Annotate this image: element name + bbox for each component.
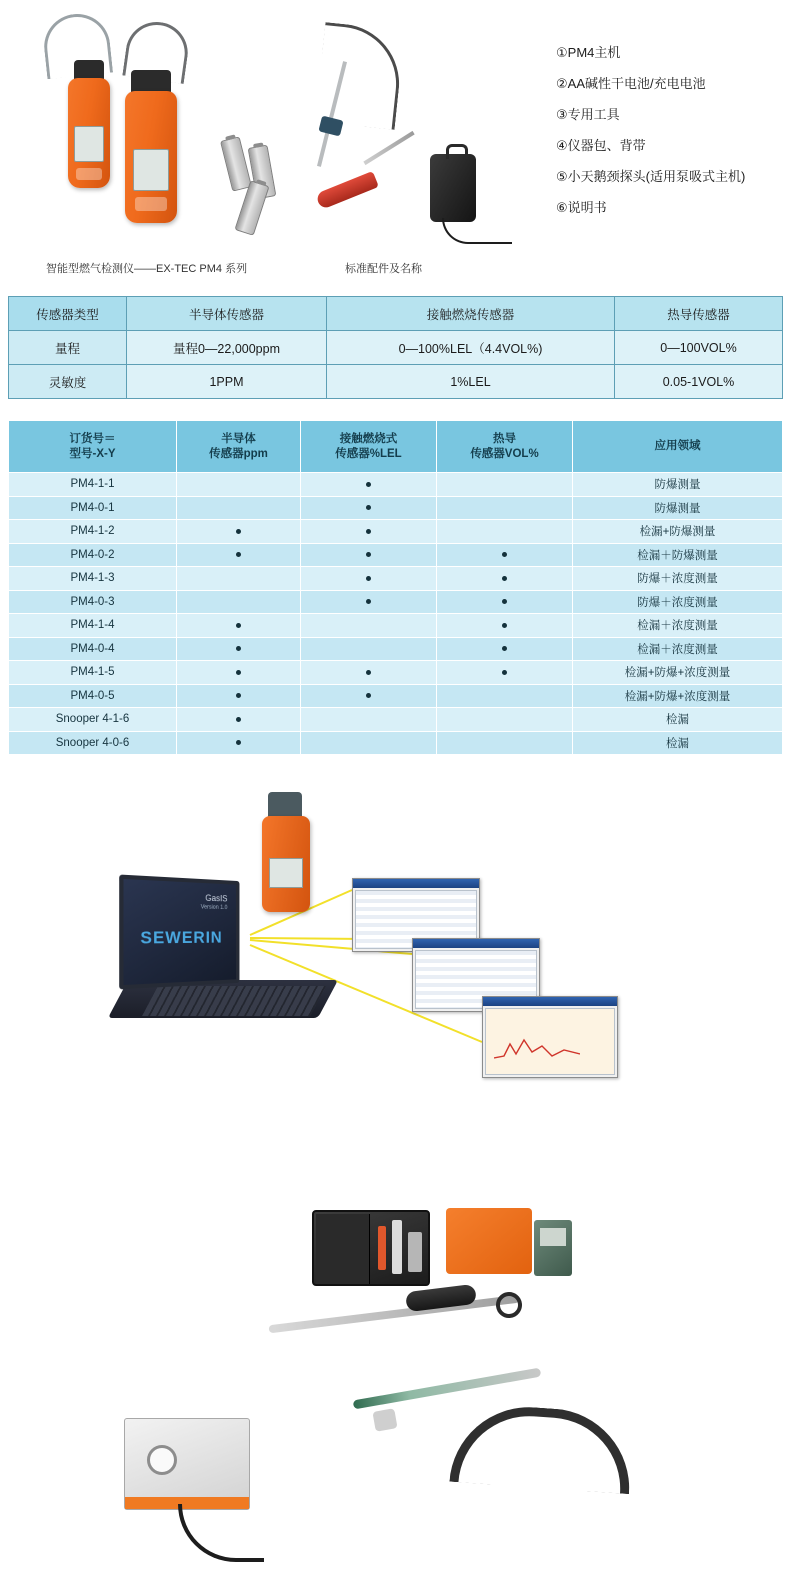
table-row [9, 473, 783, 497]
matrix-cell-semiconductor [177, 496, 301, 520]
matrix-cell-thermal [437, 661, 573, 685]
legend-item: ③专用工具 [556, 107, 620, 122]
matrix-cell-semiconductor [177, 731, 301, 755]
matrix-cell-semiconductor [177, 520, 301, 544]
gas-detector-device-2 [125, 91, 177, 223]
matrix-cell-model: PM4-0-5 [9, 684, 177, 708]
matrix-cell-catalytic [301, 684, 437, 708]
table-row [9, 365, 783, 399]
matrix-header-catalytic [301, 421, 437, 473]
window-content [485, 1008, 615, 1075]
matrix-header-line: 传感器VOL% [470, 447, 539, 460]
matrix-cell-application: 防爆＋浓度测量 [573, 590, 783, 614]
matrix-cell-semiconductor [177, 473, 301, 497]
green-accessory-module [534, 1220, 572, 1276]
matrix-cell-application: 检漏 [573, 731, 783, 755]
table-header-row [9, 297, 783, 331]
case-lid [316, 1214, 370, 1284]
case-item-cylinder [378, 1226, 386, 1270]
matrix-cell-semiconductor [177, 590, 301, 614]
matrix-cell-model: PM4-0-1 [9, 496, 177, 520]
probe-ring [495, 1291, 524, 1320]
matrix-header-line: 型号-X-Y [69, 447, 116, 460]
matrix-header-line: 应用领域 [654, 440, 701, 452]
caption-product-name: 智能型燃气检测仪——EX-TEC PM4 系列 [46, 263, 248, 275]
spec-cell: 量程0—22,000ppm [127, 331, 327, 365]
matrix-cell-semiconductor [177, 567, 301, 591]
window-titlebar [353, 879, 479, 888]
matrix-cell-model: Snooper 4-0-6 [9, 731, 177, 755]
bar-hole-probe [268, 1295, 519, 1334]
matrix-header-order-no [9, 421, 177, 473]
carpet-probe-tip [372, 1408, 397, 1432]
legend-item: ①PM4主机 [556, 45, 621, 60]
matrix-cell-application: 检漏+防爆+浓度测量 [573, 661, 783, 685]
matrix-cell-application: 防爆测量 [573, 473, 783, 497]
carrying-bag [430, 154, 476, 222]
matrix-cell-application: 检漏＋浓度测量 [573, 637, 783, 661]
matrix-cell-thermal [437, 684, 573, 708]
screwdriver-handle [315, 171, 379, 210]
matrix-cell-application: 检漏+防爆测量 [573, 520, 783, 544]
dot-marker-icon [366, 552, 371, 557]
table-row [9, 567, 783, 591]
screwdriver-shaft [363, 131, 414, 165]
spec-cell: 0.05-1VOL% [615, 365, 783, 399]
spec-row-label: 量程 [9, 331, 127, 365]
bag-strap-cable [442, 218, 512, 244]
product-photo [30, 6, 530, 256]
aa-battery-1 [220, 136, 252, 191]
matrix-cell-catalytic [301, 637, 437, 661]
detector-software-display [269, 858, 303, 888]
window-titlebar [483, 997, 617, 1006]
matrix-cell-model: Snooper 4-1-6 [9, 708, 177, 732]
matrix-cell-catalytic [301, 520, 437, 544]
matrix-header-line: 传感器ppm [209, 447, 268, 460]
dot-marker-icon [236, 693, 241, 698]
table-row [9, 331, 783, 365]
spec-cell: 0—100VOL% [615, 331, 783, 365]
matrix-header-thermal [437, 421, 573, 473]
sensor-specs-section [8, 296, 782, 399]
case-item-regulator [408, 1232, 422, 1272]
table-row [9, 731, 783, 755]
dot-marker-icon [366, 599, 371, 604]
matrix-cell-thermal [437, 708, 573, 732]
matrix-cell-semiconductor [177, 661, 301, 685]
legend-item: ④仪器包、背带 [556, 138, 646, 153]
matrix-cell-catalytic [301, 496, 437, 520]
spec-header-cell: 传感器类型 [9, 297, 127, 331]
pump-hose-cable [178, 1504, 264, 1562]
window-titlebar [413, 939, 539, 948]
spec-cell: 1%LEL [327, 365, 615, 399]
dot-marker-icon [366, 482, 371, 487]
dot-marker-icon [366, 576, 371, 581]
flexible-hose-probe [449, 1402, 634, 1494]
matrix-cell-catalytic [301, 567, 437, 591]
dot-marker-icon [502, 670, 507, 675]
matrix-cell-thermal [437, 496, 573, 520]
detector-2-keypad [135, 197, 167, 211]
spec-cell: 1PPM [127, 365, 327, 399]
dot-marker-icon [366, 505, 371, 510]
matrix-cell-catalytic [301, 590, 437, 614]
matrix-cell-model: PM4-0-4 [9, 637, 177, 661]
test-pump-unit [124, 1418, 250, 1510]
matrix-cell-semiconductor [177, 637, 301, 661]
laptop-screen [119, 875, 239, 990]
dot-marker-icon [366, 529, 371, 534]
matrix-cell-semiconductor [177, 708, 301, 732]
dot-marker-icon [502, 623, 507, 628]
matrix-cell-catalytic [301, 661, 437, 685]
software-window-3-chart[interactable] [482, 996, 618, 1078]
table-row [9, 661, 783, 685]
accessories-photo-section [0, 1160, 790, 1578]
table-row [9, 496, 783, 520]
legend-item: ②AA碱性干电池/充电电池 [556, 76, 706, 91]
gas-detector-device-1 [68, 78, 110, 188]
dot-marker-icon [502, 552, 507, 557]
caption-accessories: 标准配件及名称 [345, 263, 422, 275]
dot-marker-icon [236, 552, 241, 557]
matrix-body [9, 473, 783, 755]
dot-marker-icon [502, 576, 507, 581]
dot-marker-icon [236, 623, 241, 628]
software-illustration-section [0, 790, 790, 1150]
matrix-cell-application: 检漏＋浓度测量 [573, 614, 783, 638]
table-row [9, 543, 783, 567]
table-row [9, 708, 783, 732]
spec-cell: 0—100%LEL（4.4VOL%) [327, 331, 615, 365]
matrix-cell-model: PM4-0-2 [9, 543, 177, 567]
spec-header-cell: 接触燃烧传感器 [327, 297, 615, 331]
gas-detector-device-software [262, 816, 310, 912]
matrix-cell-semiconductor [177, 543, 301, 567]
matrix-header-line: 半导体 [221, 432, 256, 445]
calibration-kit-case [312, 1210, 430, 1286]
matrix-cell-model: PM4-0-3 [9, 590, 177, 614]
dot-marker-icon [502, 599, 507, 604]
matrix-cell-application: 防爆测量 [573, 496, 783, 520]
table-row [9, 590, 783, 614]
matrix-cell-catalytic [301, 473, 437, 497]
matrix-cell-catalytic [301, 543, 437, 567]
matrix-cell-catalytic [301, 708, 437, 732]
matrix-cell-thermal [437, 473, 573, 497]
table-row [9, 520, 783, 544]
matrix-cell-model: PM4-1-2 [9, 520, 177, 544]
table-row [9, 684, 783, 708]
matrix-cell-application: 检漏＋防爆测量 [573, 543, 783, 567]
laptop-keyboard [142, 986, 326, 1016]
matrix-cell-thermal [437, 731, 573, 755]
sensor-specs-table [8, 296, 783, 399]
matrix-cell-semiconductor [177, 684, 301, 708]
matrix-cell-catalytic [301, 731, 437, 755]
detector-1-keypad [76, 168, 102, 180]
dot-marker-icon [236, 670, 241, 675]
matrix-cell-thermal [437, 520, 573, 544]
matrix-header-line: 热导 [493, 432, 516, 445]
legend-item: ⑤小天鹅颈探头(适用泵吸式主机) [556, 169, 746, 184]
table-row [9, 637, 783, 661]
product-overview-section [0, 0, 790, 282]
dot-marker-icon [366, 670, 371, 675]
matrix-cell-model: PM4-1-3 [9, 567, 177, 591]
model-matrix-section [8, 420, 782, 755]
matrix-cell-application: 检漏 [573, 708, 783, 732]
measurement-chart [494, 1034, 580, 1064]
matrix-cell-thermal [437, 543, 573, 567]
matrix-cell-catalytic [301, 614, 437, 638]
orange-accessory-box [446, 1208, 532, 1274]
software-version: Version 1.0 [200, 904, 228, 911]
matrix-header-line: 订货号＝ [69, 432, 116, 445]
dot-marker-icon [502, 646, 507, 651]
matrix-header-semiconductor [177, 421, 301, 473]
sewerin-logo: SEWERIN [140, 927, 223, 948]
curved-probe-hose [315, 22, 405, 130]
table-row [9, 614, 783, 638]
matrix-cell-thermal [437, 614, 573, 638]
matrix-header-line: 接触燃烧式 [339, 432, 398, 445]
pressure-gauge-icon [147, 1445, 177, 1475]
matrix-cell-thermal [437, 567, 573, 591]
model-matrix-table [8, 420, 783, 755]
dot-marker-icon [366, 693, 371, 698]
matrix-cell-thermal [437, 590, 573, 614]
detector-2-display [133, 149, 169, 191]
accessory-legend-list [556, 44, 782, 230]
carpet-probe-wand [353, 1368, 542, 1410]
dot-marker-icon [236, 717, 241, 722]
spec-header-cell: 热导传感器 [615, 297, 783, 331]
matrix-cell-model: PM4-1-5 [9, 661, 177, 685]
dot-marker-icon [236, 646, 241, 651]
spec-header-cell: 半导体传感器 [127, 297, 327, 331]
table-header-row [9, 421, 783, 473]
matrix-cell-model: PM4-1-1 [9, 473, 177, 497]
software-title: GasIS [205, 892, 228, 904]
legend-item: ⑥说明书 [556, 200, 607, 215]
spec-row-label: 灵敏度 [9, 365, 127, 399]
matrix-cell-application: 检漏+防爆+浓度测量 [573, 684, 783, 708]
case-item-bottle [392, 1220, 402, 1274]
matrix-header-application [573, 421, 783, 473]
matrix-cell-model: PM4-1-4 [9, 614, 177, 638]
matrix-header-line: 传感器%LEL [335, 447, 402, 460]
dot-marker-icon [236, 529, 241, 534]
matrix-cell-semiconductor [177, 614, 301, 638]
matrix-cell-thermal [437, 637, 573, 661]
dot-marker-icon [236, 740, 241, 745]
matrix-cell-application: 防爆＋浓度测量 [573, 567, 783, 591]
detector-1-display [74, 126, 104, 162]
